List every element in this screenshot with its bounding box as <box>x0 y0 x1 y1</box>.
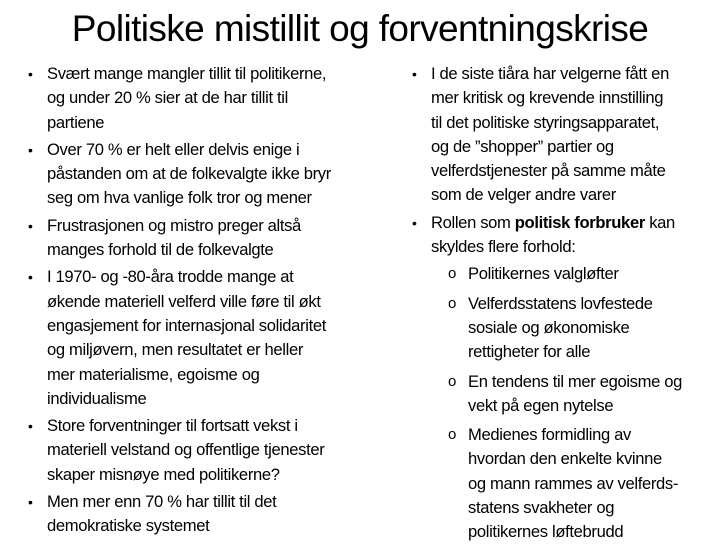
text-segment: seg om hva vanlige folk tror og mener <box>47 188 312 208</box>
text-line <box>468 340 718 364</box>
text-segment: kan <box>644 212 675 232</box>
text-line <box>47 111 408 135</box>
text-segment: vekt på egen nytelse <box>468 395 614 415</box>
text-line <box>47 86 408 110</box>
text-line <box>468 496 718 520</box>
text-line <box>47 62 408 86</box>
text-segment: påstanden om at de folkevalgte ikke bryr <box>47 164 331 184</box>
text-line <box>468 447 718 471</box>
text-line <box>47 338 408 362</box>
bullet-icon: • <box>28 217 33 234</box>
text-line <box>47 514 408 538</box>
text-segment: manges forhold til de folkevalgte <box>47 240 274 260</box>
text-line <box>468 472 718 496</box>
right-bullet-list <box>412 62 718 550</box>
text-segment: Svært mange mangler tillit til politikerne, <box>47 64 327 83</box>
text-line <box>47 238 408 262</box>
text-line <box>431 211 718 235</box>
left-bullet-list <box>28 62 408 542</box>
bullet-icon: • <box>28 141 33 158</box>
text-segment: og miljøvern, men resultatet er heller <box>47 340 303 360</box>
text-segment: statens svakheter og <box>468 498 615 518</box>
text-segment: og under 20 % sier at de har tillit til <box>47 88 288 108</box>
text-segment: og mann rammes av velferds- <box>468 473 679 493</box>
text-line <box>47 314 408 338</box>
text-segment: En tendens til mer egoisme og <box>468 371 682 391</box>
text-segment: som de velger andre varer <box>431 185 616 205</box>
text-line <box>468 316 718 340</box>
bullet-item <box>412 211 718 260</box>
text-line <box>431 135 718 159</box>
bullet-icon: • <box>28 418 33 435</box>
text-segment: individualisme <box>47 388 147 408</box>
text-line <box>431 159 718 183</box>
text-line <box>468 423 718 447</box>
text-line <box>47 490 408 514</box>
circle-bullet-icon: o <box>448 294 457 312</box>
text-line <box>431 86 718 110</box>
text-line <box>47 387 408 411</box>
text-line <box>468 520 718 544</box>
circle-bullet-icon: o <box>448 372 457 390</box>
text-segment: I 1970- og -80-åra trodde mange at <box>47 267 294 287</box>
circle-bullet-icon: o <box>448 265 457 283</box>
sub-bullet-item <box>448 423 718 544</box>
text-segment: partiene <box>47 112 105 132</box>
text-line <box>47 290 408 314</box>
bullet-item <box>28 414 408 487</box>
text-segment: til det politiske styringsapparatet, <box>431 112 660 132</box>
text-segment: Medienes formidling av <box>468 425 631 445</box>
text-segment: skyldes flere forhold: <box>431 237 576 257</box>
bullet-item <box>28 490 408 539</box>
text-segment: Politikernes valgløfter <box>468 264 619 284</box>
text-segment: mer kritisk og krevende innstilling <box>431 88 664 108</box>
text-line <box>431 111 718 135</box>
bullet-icon: • <box>28 66 33 82</box>
text-segment: Velferdsstatens lovfestede <box>468 293 653 313</box>
text-line <box>431 235 718 259</box>
text-segment: engasjement for internasjonal solidaritet <box>47 315 326 335</box>
text-segment: materiell velstand og offentlige tjenester <box>47 440 325 460</box>
sub-bullet-item <box>448 262 718 286</box>
bullet-item <box>28 62 408 135</box>
sub-bullet-item <box>448 370 718 419</box>
bullet-item <box>28 138 408 211</box>
bullet-icon: • <box>412 66 417 82</box>
text-line <box>47 363 408 387</box>
bullet-item <box>28 265 408 411</box>
text-segment: demokratiske systemet <box>47 516 210 536</box>
text-segment: Frustrasjonen og mistro preger altså <box>47 215 301 235</box>
text-line <box>468 292 718 316</box>
text-segment: politikernes løftebrudd <box>468 522 624 542</box>
text-line <box>47 214 408 238</box>
text-line <box>47 414 408 438</box>
text-line <box>468 262 718 286</box>
bullet-icon: • <box>28 269 33 286</box>
text-segment: skaper misnøye med politikerne? <box>47 464 280 484</box>
bold-term: politisk forbruker <box>514 212 645 232</box>
bullet-item <box>412 62 718 208</box>
slide-title: Politiske mistillit og forventningskrise <box>71 8 649 49</box>
text-segment: og de ”shopper” partier og <box>431 136 614 156</box>
sub-bullet-item <box>448 292 718 365</box>
text-line <box>47 186 408 210</box>
text-segment: Men mer enn 70 % har tillit til det <box>47 492 277 512</box>
text-line <box>431 62 718 86</box>
text-line <box>47 138 408 162</box>
text-segment: velferdstjenester på samme måte <box>431 161 666 181</box>
text-segment: mer materialisme, egoisme og <box>47 364 260 384</box>
text-line <box>468 370 718 394</box>
text-segment: hvordan den enkelte kvinne <box>468 449 662 469</box>
text-segment: Rollen som <box>431 212 515 232</box>
text-segment: Store forventninger til fortsatt vekst i <box>47 416 298 436</box>
bullet-icon: • <box>28 494 33 511</box>
text-segment: sosiale og økonomiske <box>468 317 630 337</box>
circle-bullet-icon: o <box>448 426 457 444</box>
text-line <box>47 265 408 289</box>
text-segment: økende materiell velferd ville føre til økt <box>47 291 321 311</box>
text-line <box>468 394 718 418</box>
text-line <box>431 183 718 207</box>
text-segment: rettigheter for alle <box>468 342 591 362</box>
text-segment: I de siste tiåra har velgerne fått en <box>431 64 669 83</box>
text-line <box>47 438 408 462</box>
bullet-icon: • <box>412 214 417 231</box>
text-line <box>47 162 408 186</box>
bullet-item <box>28 214 408 263</box>
text-segment: Over 70 % er helt eller delvis enige i <box>47 139 300 159</box>
text-line <box>47 463 408 487</box>
